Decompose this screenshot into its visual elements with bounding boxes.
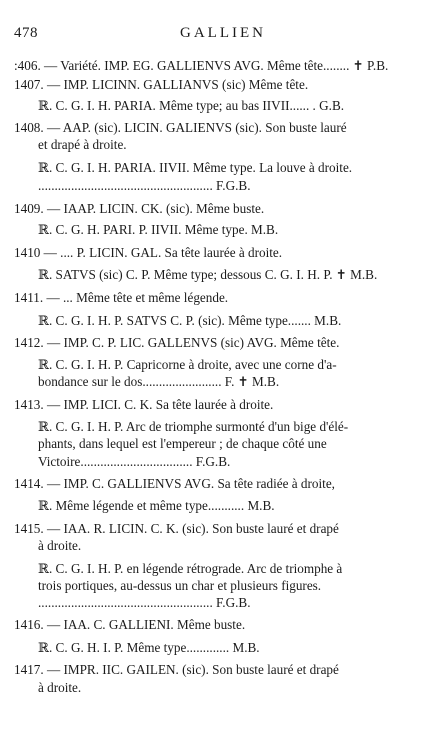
- entry-1412-reverse-line: ℝ. C. G. I. H. P. Capricorne à droite, avec une corne d'a-: [38, 357, 337, 372]
- entry-1416-reverse-line: ℝ. C. G. H. I. P. Même type............. M.B.: [38, 640, 260, 655]
- entry-1413-line: 1413. — IMP. LICI. C. K. Sa tête laurée à droite.: [14, 397, 274, 412]
- entry-1412-reverse-cont-line: bondance sur le dos........................ F. ✝ M.B.: [38, 374, 280, 389]
- entry-1413-reverse-cont-line: phants, dans lequel est l'empereur ; de chaque côté une: [38, 436, 327, 451]
- entry-1411-line: 1411. — ... Même tête et même légende.: [14, 290, 229, 305]
- entry-1414-line: 1414. — IMP. C. GALLIENVS AVG. Sa tête radiée à droite,: [14, 476, 335, 491]
- entry-1415-line: 1415. — IAA. R. LICIN. C. K. (sic). Son buste lauré et drapé: [14, 521, 339, 536]
- entry-1409-reverse-line: ℝ. C. G. H. PARI. P. IIVII. Même type. M.B.: [38, 222, 279, 237]
- page-number: 478: [14, 25, 38, 41]
- entry-1408-reverse-cont-line: ..................................................... F.G.B.: [38, 178, 251, 193]
- entry-1415-cont-line: à droite.: [38, 538, 82, 553]
- entry-1413-reverse-cont2-line: Victoire.................................. F.G.B.: [38, 454, 231, 469]
- entry-1410-line: 1410 — .... P. LICIN. GAL. Sa tête laurée à droite.: [14, 245, 283, 260]
- entry-1415-reverse-cont-line: trois portiques, au-dessus un char et plusieurs figures.: [38, 578, 322, 593]
- entry-1408-reverse-line: ℝ. C. G. I. H. PARIA. IIVII. Même type. La louve à droite.: [38, 160, 353, 175]
- entry-1414-reverse-line: ℝ. Même légende et même type........... M.B.: [38, 498, 275, 513]
- entry-1413-reverse-line: ℝ. C. G. I. H. P. Arc de triomphe surmonté d'un bige d'élé-: [38, 419, 349, 434]
- entry-1406-line: :406. — Variété. IMP. EG. GALLIENVS AVG. Même tête........ ✝ P.B.: [14, 58, 389, 73]
- running-title: GALLIEN: [180, 25, 266, 41]
- entry-1415-reverse-cont2-line: ..................................................... F.G.B.: [38, 595, 251, 610]
- entry-1408-line: 1408. — AAP. (sic). LICIN. GALIENVS (sic). Son buste lauré: [14, 120, 347, 135]
- entry-1410-reverse-line: ℝ. SATVS (sic) C. P. Même type; dessous C. G. I. H. P. ✝ M.B.: [38, 267, 378, 282]
- entry-1416-line: 1416. — IAA. C. GALLIENI. Même buste.: [14, 617, 246, 632]
- entry-1417-line: 1417. — IMPR. IIC. GAILEN. (sic). Son buste lauré et drapé: [14, 662, 339, 677]
- entry-1411-reverse-line: ℝ. C. G. I. H. P. SATVS C. P. (sic). Même type....... M.B.: [38, 313, 342, 328]
- entry-1412-line: 1412. — IMP. C. P. LIC. GALLENVS (sic) AVG. Même tête.: [14, 335, 340, 350]
- entry-1417-cont-line: à droite.: [38, 680, 82, 695]
- entry-1408-cont-line: et drapé à droite.: [38, 137, 127, 152]
- entry-1407-line: 1407. — IMP. LICINN. GALLIANVS (sic) Même tête.: [14, 77, 309, 92]
- entry-1409-line: 1409. — IAAP. LICIN. CK. (sic). Même buste.: [14, 201, 265, 216]
- entry-1415-reverse-line: ℝ. C. G. I. H. P. en légende rétrograde. Arc de triomphe à: [38, 561, 343, 576]
- entry-1407-reverse-line: ℝ. C. G. I. H. PARIA. Même type; au bas IIVII...... . G.B.: [38, 98, 345, 113]
